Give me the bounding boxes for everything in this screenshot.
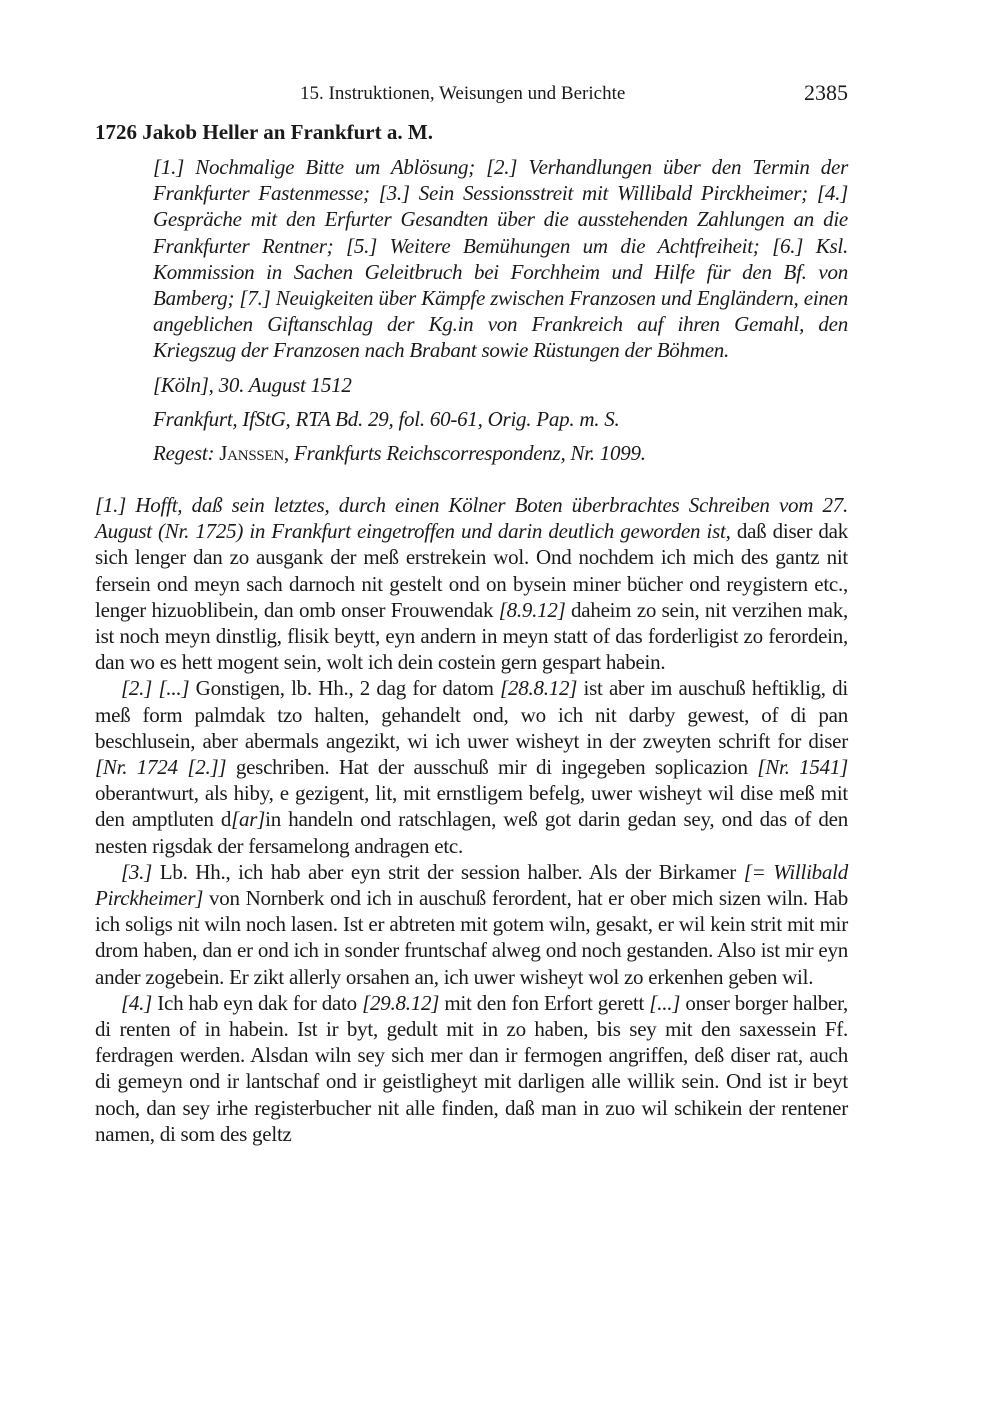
editorial-note: [1.] Hofft, daß sein letztes, durch einen Kölner Boten überbrachtes Schreiben vom 27. August (Nr. 1725) in Frankfurt eingetroffen und darin deutlich geworden ist, xyxy=(95,493,848,544)
regest xyxy=(153,440,848,466)
paragraph xyxy=(95,859,848,990)
summary: [1.] Nochmalige Bitte um Ablösung; [2.] Verhandlungen über den Termin der Frankfurter Fastenmesse; [3.] Sein Sessionsstreit mit Willibald Pirckheimer; [4.] Gespräche mit den Erfurter Gesandten über die ausstehenden Zahlungen an die Frankfurter Rentner; [5.] Weitere Bemühungen um die Achtfreiheit; [6.] Ksl. Kommission in Sachen Geleitbruch bei Forchheim und Hilfe für den Bf. von Bamberg; [7.] Neuigkeiten über Kämpfe zwischen Franzosen und Engländern, einen angeblichen Giftanschlag der Kg.in von Frankreich auf ihren Gemahl, den Kriegszug der Franzosen nach Brabant sowie Rüstungen der Böhmen. xyxy=(153,155,848,363)
running-title: 15. Instruktionen, Weisungen und Berichte xyxy=(300,83,626,104)
letter-text: in handeln ond ratschlagen, weß got darin gedan sey, ond das of den nesten rigsdak der fersamelong andragen etc. xyxy=(95,807,848,858)
running-header xyxy=(95,80,848,108)
letter-text: onser borger halber, di renten of in habein. Ist ir byt, gedult mit in zo haben, bis sey mit den saxessein Ff. ferdragen werden. Alsdan wiln sey sich mer dan ir fermogen angriffen, deß diser rat, auch di gemeyn ond ir lantschaf ond ir geistligheyt mit darligen alle willik sein. Ond ist ir beyt noch, dan sey irhe registerbucher nit alle finden, daß man in zuo wil schikein der rentener namen, di som des geltz xyxy=(95,990,848,1146)
editorial-note: [ar] xyxy=(231,807,266,832)
regest-work: Frankfurts Reichscorrespondenz, Nr. 1099. xyxy=(294,441,646,466)
letter-text: mit den fon Erfort gerett xyxy=(439,990,650,1015)
paragraph xyxy=(95,492,848,675)
source: Frankfurt, IfStG, RTA Bd. 29, fol. 60-61, Orig. Pap. m. S. xyxy=(153,406,620,431)
editorial-note: [Nr. 1541] xyxy=(757,755,849,780)
editorial-note: [Nr. 1724 [2.]] xyxy=(95,755,227,780)
letter-text: von Nornberk ond ich in auschuß ferordent, hat er ober mich sizen wiln. Hab ich soligs nit wiln noch lasen. Ist er abtreten mit gotem wiln, gesakt, er wil kein strit mit mir drom haben, dan er ond ich in sonder fruntschaf alweg ond noch gestanden. Also ist mir eyn ander zogebein. Er zikt allerly orsahen an, ich uwer wisheyt wol zo erkenhen geben wil. xyxy=(95,886,848,989)
editorial-note: [8.9.12] xyxy=(498,597,566,622)
place-date: [Köln], 30. August 1512 xyxy=(153,372,352,397)
editorial-note: [...] xyxy=(649,990,681,1015)
page-number: 2385 xyxy=(804,80,848,105)
letter-text: Lb. Hh., ich hab aber eyn strit der session halber. Als der Birkamer xyxy=(152,859,744,884)
letter-body xyxy=(95,492,848,1147)
editorial-note: [28.8.12] xyxy=(500,676,578,701)
letter-text: Gonstigen, lb. Hh., 2 dag for datom xyxy=(189,676,501,701)
document-summary-block xyxy=(153,154,848,466)
editorial-note: [4.] xyxy=(121,990,153,1015)
regest-author: Janssen, xyxy=(219,441,290,466)
editorial-note: [29.8.12] xyxy=(362,990,440,1015)
letter-text: ist aber im auschuß heftiklig, di meß form palmdak tzo halten, gehandelt ond, wo ich nit darby gewest, of di pan beschlusein, aber abermals angezikt, wi ich uwer wisheyt in der zweyten schrift for diser xyxy=(95,676,848,753)
editorial-note: [2.] [...] xyxy=(121,676,190,701)
document-title: 1726 Jakob Heller an Frankfurt a. M. xyxy=(95,120,433,144)
letter-text: geschriben. Hat der ausschuß mir di ingegeben soplicazion xyxy=(226,755,758,780)
regest-label: Regest: xyxy=(153,441,215,466)
letter-text: oberantwurt, als hiby, e gezigent, lit, mit ernstligem befelg, uwer wisheyt wil dise meß mit den amptluten d xyxy=(95,781,848,832)
letter-text: daß diser dak sich lenger dan zo ausgank der meß erstrekein wol. Ond nochdem ich mich des gantz nit fersein ond meyn sach darnoch nit gestelt ond on bysein miner bücher ond reygistern etc., lenger hizuoblibein, dan omb onser Frouwendak xyxy=(95,519,848,622)
paragraph xyxy=(95,675,848,858)
letter-text: Ich hab eyn dak for dato xyxy=(152,990,363,1015)
paragraph xyxy=(95,990,848,1147)
letter-text: daheim zo sein, nit verzihen mak, ist noch meyn dinstlig, flisik beytt, eyn andern in meyn statt of das forderligist zo ferordein, dan wo es hett mogent sein, wolt ich dein costein gern gespart habein. xyxy=(95,597,848,675)
editorial-note: [3.] xyxy=(121,859,153,884)
editorial-note: [= Willibald Pirckheimer] xyxy=(95,859,848,911)
